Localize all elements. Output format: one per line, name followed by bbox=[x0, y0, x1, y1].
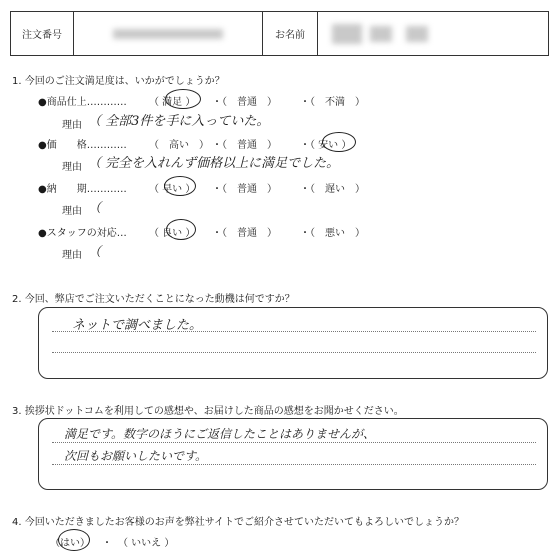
reason-label: 理由 bbox=[62, 120, 82, 131]
option-fast: （ 早い ） bbox=[149, 184, 196, 195]
option-yes: （はい） bbox=[50, 538, 90, 549]
option-normal: ・（ 普通 ） bbox=[212, 184, 277, 195]
item-label-delivery: ●納 期………… bbox=[38, 184, 127, 195]
question-2-title: 2. 今回、弊店でご注文いただくことになった動機は何ですか？ bbox=[12, 294, 295, 305]
option-normal: ・（ 普通 ） bbox=[212, 140, 277, 151]
answer-handwritten-3-line1: 満足です。数字のほうにご返信したことはありませんが、 bbox=[64, 427, 376, 441]
order-number-redacted bbox=[113, 29, 223, 39]
reason-label: 理由 bbox=[62, 162, 82, 173]
option-cheap: ・（ 安い ） bbox=[300, 140, 352, 151]
customer-name-redacted bbox=[406, 26, 428, 42]
customer-name-label-cell bbox=[263, 12, 318, 55]
question-3-title: 3. 挨拶状ドットコムを利用しての感想や、お届けした商品の感想をお聞かせください。 bbox=[12, 406, 404, 417]
item-label-staff: ●スタッフの対応… bbox=[38, 228, 127, 239]
selection-circle bbox=[58, 529, 90, 551]
answer-handwritten-2: ネットで調べました。 bbox=[72, 318, 203, 333]
option-no: （ いいえ ） bbox=[118, 538, 175, 549]
reason-handwritten-delivery: （ bbox=[88, 201, 102, 216]
reason-handwritten-staff: （ bbox=[88, 245, 102, 260]
order-number-value-cell bbox=[74, 12, 263, 55]
ruled-line bbox=[52, 464, 536, 465]
option-slow: ・（ 遅い ） bbox=[300, 184, 365, 195]
option-separator: ・ bbox=[102, 538, 112, 549]
option-normal: ・（ 普通 ） bbox=[212, 228, 277, 239]
reason-label: 理由 bbox=[62, 250, 82, 261]
selection-circle bbox=[166, 219, 196, 240]
question-4-title: 4. 今回いただきましたお客様のお声を弊社サイトでご紹介させていただいてもよろしいでしょうか？ bbox=[12, 517, 465, 528]
reason-handwritten-price: （ 完全を入れんず価格以上に満足でした。 bbox=[88, 156, 340, 171]
order-header-table bbox=[10, 11, 549, 56]
option-satisfied: （ 満足 ） bbox=[149, 97, 196, 108]
order-number-label: 注文番号 bbox=[22, 30, 62, 41]
option-good: （ 良い ） bbox=[149, 228, 196, 239]
item-label-quality: ●商品仕上………… bbox=[38, 97, 127, 108]
customer-name-label: お名前 bbox=[275, 30, 305, 41]
selection-circle bbox=[322, 132, 356, 152]
option-unsatisfied: ・（ 不満 ） bbox=[300, 97, 365, 108]
selection-circle bbox=[164, 176, 196, 196]
option-bad: ・（ 悪い ） bbox=[300, 228, 365, 239]
order-number-label-cell bbox=[11, 12, 74, 55]
item-label-price: ●価 格………… bbox=[38, 140, 127, 151]
option-expensive: （ 高い ） bbox=[149, 140, 209, 151]
selection-circle bbox=[165, 89, 201, 109]
customer-name-redacted bbox=[370, 26, 392, 42]
option-normal: ・（ 普通 ） bbox=[212, 97, 277, 108]
customer-name-value-cell bbox=[318, 12, 548, 55]
ruled-line bbox=[52, 442, 536, 443]
reason-label: 理由 bbox=[62, 206, 82, 217]
reason-handwritten-quality: （ 全部3件を手に入っていた。 bbox=[88, 114, 270, 129]
ruled-line bbox=[52, 352, 536, 353]
answer-handwritten-3-line2: 次回もお願いしたいです。 bbox=[64, 449, 208, 463]
customer-name-redacted bbox=[332, 24, 362, 44]
question-1-title: 1. 今回のご注文満足度は、いかがでしょうか？ bbox=[12, 76, 225, 87]
